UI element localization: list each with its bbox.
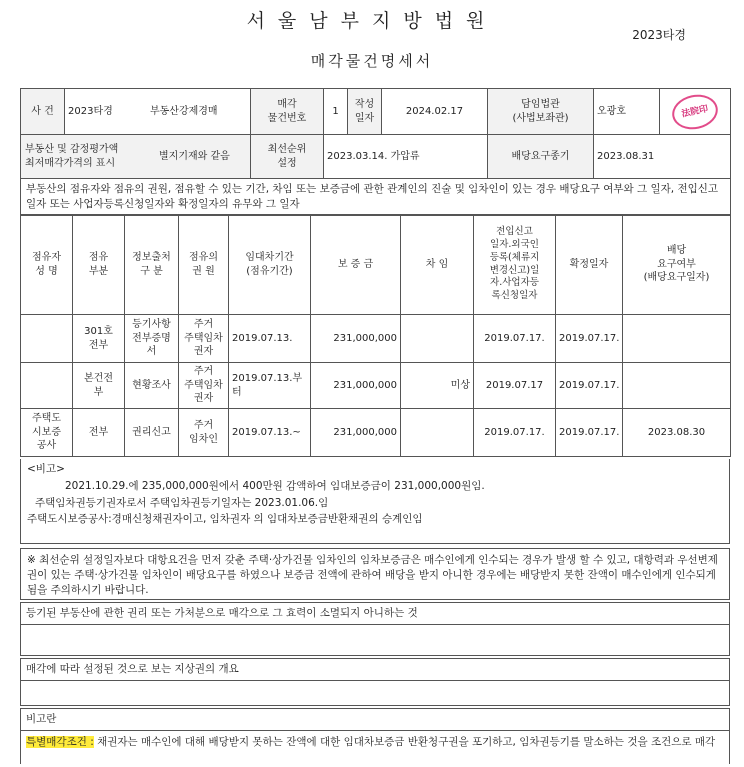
special-conditions-label: 특별매각조건 :: [26, 736, 94, 749]
cell-fixed-date: 2019.07.17.: [556, 363, 623, 409]
cell-fixed-date: 2019.07.17.: [556, 409, 623, 457]
cell-dividend: [623, 315, 731, 363]
header-rent: 차 임: [401, 215, 474, 315]
registered-rights-label: 등기된 부동산에 관한 권리 또는 가처분으로 매각으로 그 효력이 소멸되지 아니하는 것: [21, 603, 729, 625]
cell-rent: 미상: [401, 363, 474, 409]
court-seal-stamp: 法院印: [669, 90, 721, 133]
case-number-top: 2023타경: [632, 28, 686, 42]
case-type: 부동산강제경매: [149, 105, 218, 117]
cell-deposit: 231,000,000: [311, 409, 401, 457]
cell-title: 주거 임차인: [179, 409, 229, 457]
table-row: [21, 363, 731, 409]
header-dividend: 배당 요구여부 (배당요구일자): [623, 215, 731, 315]
header-title: 점유의 권 원: [179, 215, 229, 315]
surface-rights-label: 매각에 따라 설정된 것으로 보는 지상권의 개요: [21, 659, 729, 681]
occupancy-table: [20, 214, 731, 457]
priority-label: 최선순위 설정: [251, 135, 324, 179]
remarks-line: 2021.10.29.에 235,000,000원에서 400만원 감액하여 임대보증금이 231,000,000원임.: [65, 479, 485, 492]
cell-deposit: 231,000,000: [311, 315, 401, 363]
table-row: [21, 409, 731, 457]
cell-move-in: 2019.07.17.: [474, 409, 556, 457]
judge-value: 오광호: [594, 89, 660, 135]
cell-source: 권리신고: [125, 409, 179, 457]
header-fixed-date: 확정일자: [556, 215, 623, 315]
cell-lease-period: 2019.07.13.: [229, 315, 311, 363]
judge-label: 담임법관 (사법보좌관): [488, 89, 594, 135]
cell-move-in: 2019.07.17.: [474, 315, 556, 363]
appraisal-cell: [21, 135, 251, 179]
created-label: 작성 일자: [348, 89, 382, 135]
occupancy-intro: 부동산의 점유자와 점유의 권원, 점유할 수 있는 기간, 차임 또는 보증금에 관한 관계인의 진술 및 임차인이 있는 경우 배당요구 여부와 그 일자, 전입신고일자 또는 사업자등록신청일자와 확정일자의 유무와 그 일자: [21, 179, 731, 216]
stamp-cell: [660, 89, 731, 135]
item-no-value: 1: [324, 89, 348, 135]
cell-part: 전부: [73, 409, 125, 457]
cell-occupant: [21, 315, 73, 363]
cell-lease-period: 2019.07.13.~: [229, 409, 311, 457]
header-lease-period: 임대차기간 (점유기간): [229, 215, 311, 315]
remarks-line: 주택도시보증공사:경매신청채권자이고, 임차권자 의 임대차보증금반환채권의 승계인임: [27, 513, 423, 526]
cell-rent: [401, 409, 474, 457]
appraisal-label: 부동산 및 감정평가액 최저매각가격의 표시: [25, 144, 119, 169]
cell-rent: [401, 315, 474, 363]
header-occupant: 점유자 성 명: [21, 215, 73, 315]
deadline-label: 배당요구종기: [488, 135, 594, 179]
remarks-field-label: 비고란: [21, 709, 729, 731]
registered-rights-section: [20, 602, 730, 656]
remarks-label: <비고>: [27, 463, 65, 475]
cell-occupant: 주택도 시보증 공사: [21, 409, 73, 457]
special-conditions: [21, 731, 729, 754]
occupancy-header-row: [21, 215, 731, 315]
notice-paragraph: ※ 최선순위 설정일자보다 대항요건을 먼저 갖춘 주택·상가건물 임차인의 임차보증금은 매수인에게 인수되는 경우가 발생 할 수 있고, 대항력과 우선변제권이 있는 주택·상가건물 임차인이 배당요구를 하였으나 보증금 전액에 관하여 배당을 받지 아니한 경우에는 배당받지 못한 잔액이 매수인에게 인수되게 됨을 주의하시기 바랍니다.: [20, 548, 730, 600]
item-no-label: 매각 물건번호: [251, 89, 324, 135]
header-deposit: 보 증 금: [311, 215, 401, 315]
remarks-box: [20, 459, 730, 544]
table-row: [21, 315, 731, 363]
cell-occupant: [21, 363, 73, 409]
header-source: 정보출처 구 분: [125, 215, 179, 315]
header-move-in: 전입신고 일자.외국인 등록(체류지 변경신고)일 자.사업자등 록신청일자: [474, 215, 556, 315]
cell-title: 주거 주택임차 권자: [179, 315, 229, 363]
header-part: 점유 부분: [73, 215, 125, 315]
appraisal-value: 별지기재와 같음: [159, 150, 230, 162]
case-info-table: [20, 88, 731, 216]
remarks-field-section: [20, 708, 730, 764]
cell-part: 본건전 부: [73, 363, 125, 409]
cell-dividend: [623, 363, 731, 409]
cell-part: 301호 전부: [73, 315, 125, 363]
special-conditions-text: 채권자는 매수인에 대해 배당받지 못하는 잔액에 대한 임대차보증금 반환청구권을 포기하고, 임차권등기를 말소하는 것을 조건으로 매각: [93, 736, 716, 749]
created-value: 2024.02.17: [382, 89, 488, 135]
case-cell: [65, 89, 251, 135]
cell-dividend: 2023.08.30: [623, 409, 731, 457]
surface-rights-section: [20, 658, 730, 706]
cell-deposit: 231,000,000: [311, 363, 401, 409]
document-title: 매각물건명세서: [310, 52, 434, 70]
priority-value: 2023.03.14. 가압류: [324, 135, 488, 179]
case-value: 2023타경: [68, 105, 113, 117]
cell-move-in: 2019.07.17: [474, 363, 556, 409]
deadline-value: 2023.08.31: [594, 135, 731, 179]
case-label: 사 건: [21, 89, 65, 135]
cell-source: 현황조사: [125, 363, 179, 409]
court-name: 서울남부지방법원: [246, 10, 498, 32]
remarks-line: 주택임차권등기권자로서 주택임차권등기일자는 2023.01.06.임: [35, 496, 329, 509]
cell-lease-period: 2019.07.13.부 터: [229, 363, 311, 409]
cell-title: 주거 주택임차 권자: [179, 363, 229, 409]
cell-source: 등기사항 전부증명 서: [125, 315, 179, 363]
cell-fixed-date: 2019.07.17.: [556, 315, 623, 363]
